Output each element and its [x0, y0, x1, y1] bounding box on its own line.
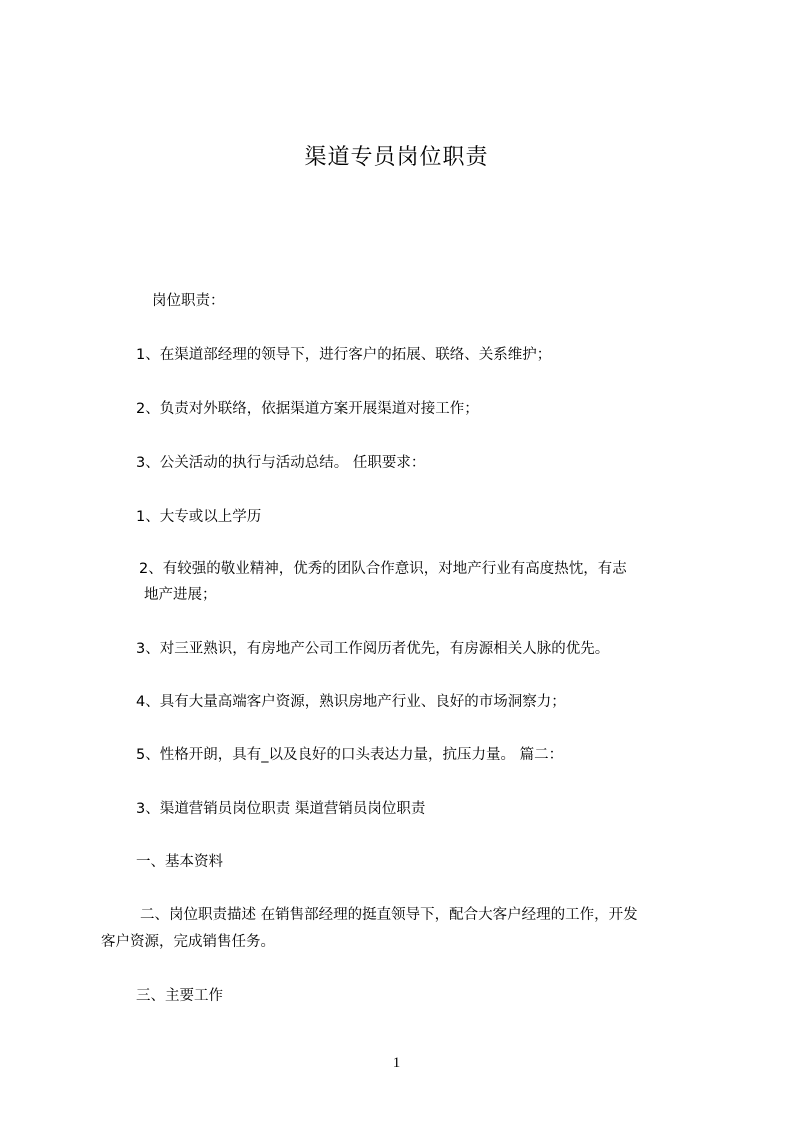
document-title: 渠道专员岗位职责	[304, 145, 489, 170]
paragraph-section-3: 3、渠道营销员岗位职责 渠道营销员岗位职责	[136, 801, 426, 817]
paragraph-req-4: 4、具有大量高端客户资源，熟识房地产行业、良好的市场洞察力；	[136, 694, 566, 710]
paragraph-main-work: 三、主要工作	[136, 988, 223, 1004]
paragraph-req-5: 5、性格开朗，具有_以及良好的口头表达力量，抗压力量。 篇二：	[136, 747, 564, 763]
paragraph-req-3: 3、对三亚熟识，有房地产公司工作阅历者优先，有房源相关人脉的优先。	[136, 641, 610, 657]
paragraph-duty-3: 3、公关活动的执行与活动总结。 任职要求：	[136, 455, 426, 471]
paragraph-duty-2: 2、负责对外联络，依据渠道方案开展渠道对接工作；	[136, 401, 479, 417]
page-number: 1	[392, 1055, 401, 1071]
paragraph-req-1: 1、大专或以上学历	[136, 509, 262, 525]
paragraph-req-2-line1: 2、有较强的敬业精神，优秀的团队合作意识，对地产行业有高度热忱，有志	[139, 561, 627, 577]
paragraph-req-2-line2: 地产进展；	[144, 587, 217, 603]
paragraph-duty-1: 1、在渠道部经理的领导下，进行客户的拓展、联络、关系维护；	[136, 347, 552, 363]
paragraph-description-line2: 客户资源，完成销售任务。	[101, 934, 275, 950]
paragraph-basic-info: 一、基本资料	[136, 854, 223, 870]
paragraph-heading-duties: 岗位职责：	[152, 293, 225, 309]
paragraph-description-line1: 二、岗位职责描述 在销售部经理的挺直领导下，配合大客户经理的工作，开发	[140, 907, 638, 923]
